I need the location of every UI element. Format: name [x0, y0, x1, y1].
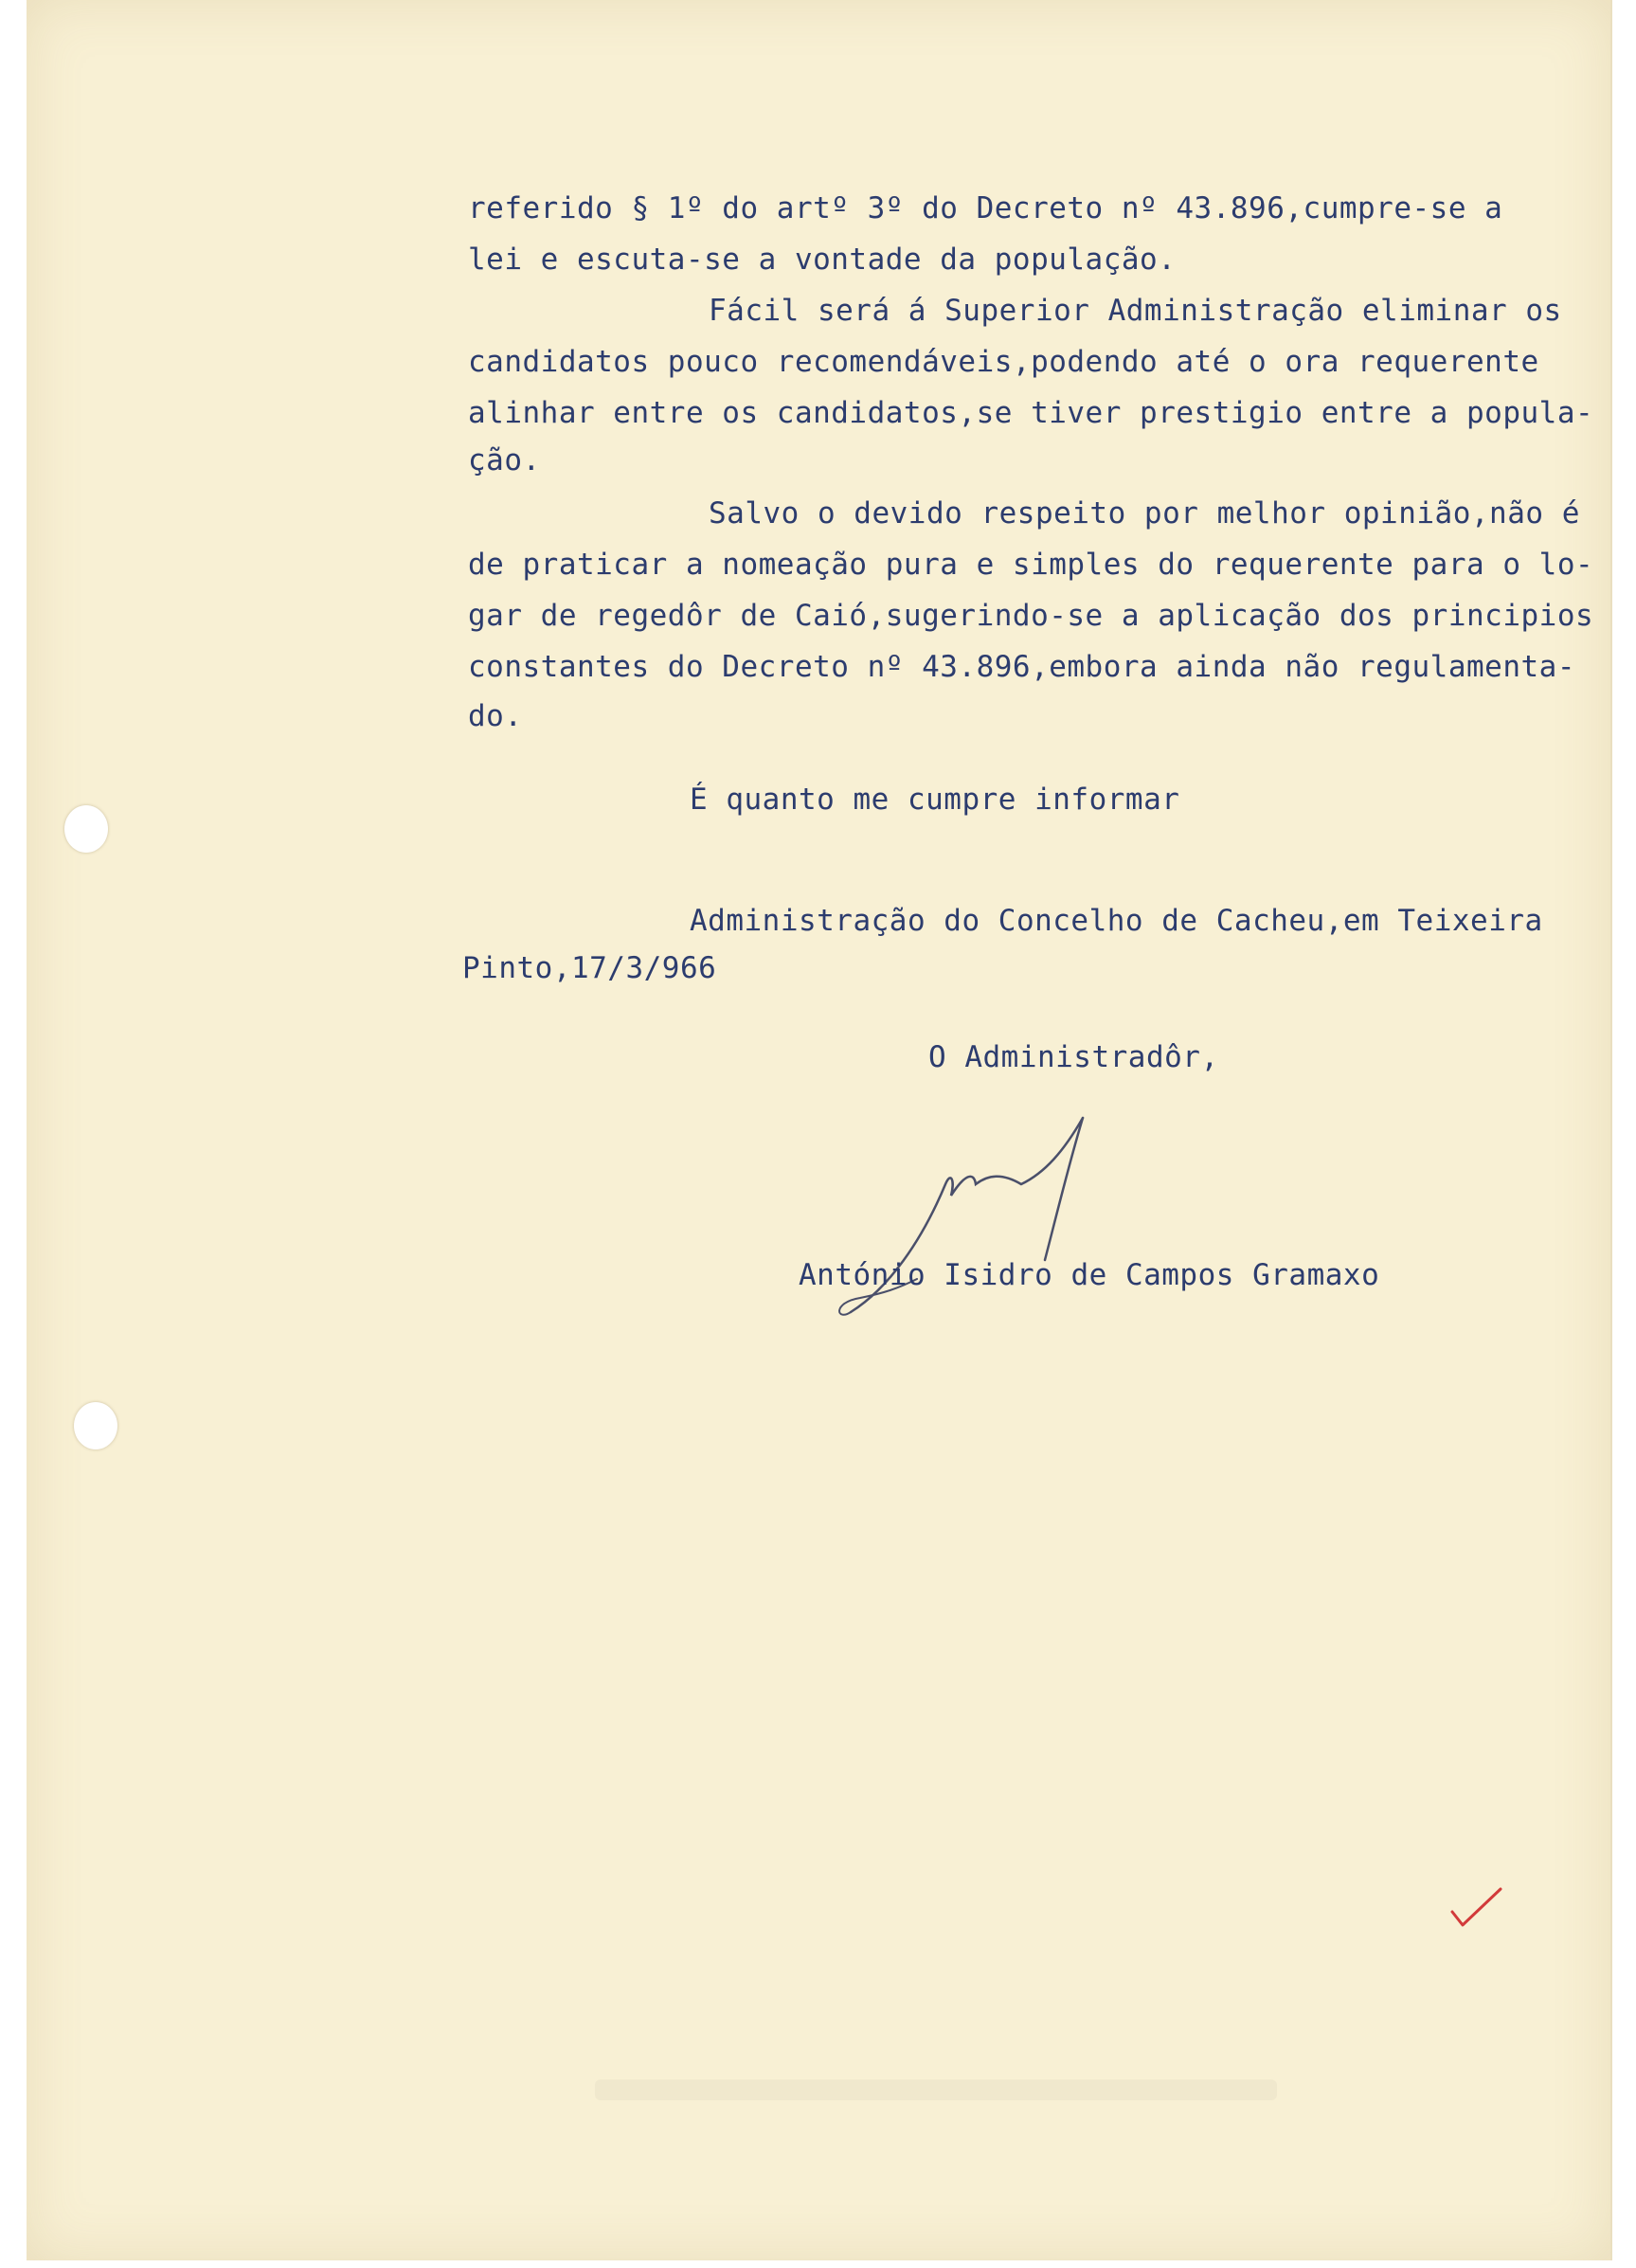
body-line-3: Fácil será á Superior Administração eliminar os: [709, 294, 1562, 328]
body-line-11: do.: [468, 699, 523, 733]
signatory-title: O Administradôr,: [928, 1040, 1219, 1074]
signatory-name: António Isidro de Campos Gramaxo: [799, 1258, 1380, 1292]
body-line-10: constantes do Decreto nº 43.896,embora ainda não regulamenta-: [468, 650, 1575, 684]
document-page: [27, 0, 1612, 2260]
body-line-8: de praticar a nomeação pura e simples do requerente para o lo-: [468, 548, 1594, 582]
closing-line: É quanto me cumpre informar: [690, 783, 1180, 817]
faded-stamp: [595, 2079, 1277, 2100]
body-line-7: Salvo o devido respeito por melhor opinião,não é: [709, 496, 1580, 531]
body-line-5: alinhar entre os candidatos,se tiver prestigio entre a popula-: [468, 396, 1594, 430]
date-line: Pinto,17/3/966: [462, 951, 717, 985]
checkmark-icon: [1447, 1885, 1504, 1933]
body-line-1: referido § 1º do artº 3º do Decreto nº 43.896,cumpre-se a: [468, 191, 1503, 225]
place-line: Administração do Concelho de Cacheu,em Teixeira: [690, 904, 1543, 938]
body-line-6: ção.: [468, 443, 541, 477]
punch-hole-top: [64, 805, 108, 853]
body-line-4: candidatos pouco recomendáveis,podendo até o ora requerente: [468, 345, 1539, 379]
body-line-2: lei e escuta-se a vontade da população.: [468, 243, 1177, 277]
punch-hole-bottom: [74, 1402, 117, 1449]
body-line-9: gar de regedôr de Caió,sugerindo-se a aplicação dos principios: [468, 599, 1594, 633]
